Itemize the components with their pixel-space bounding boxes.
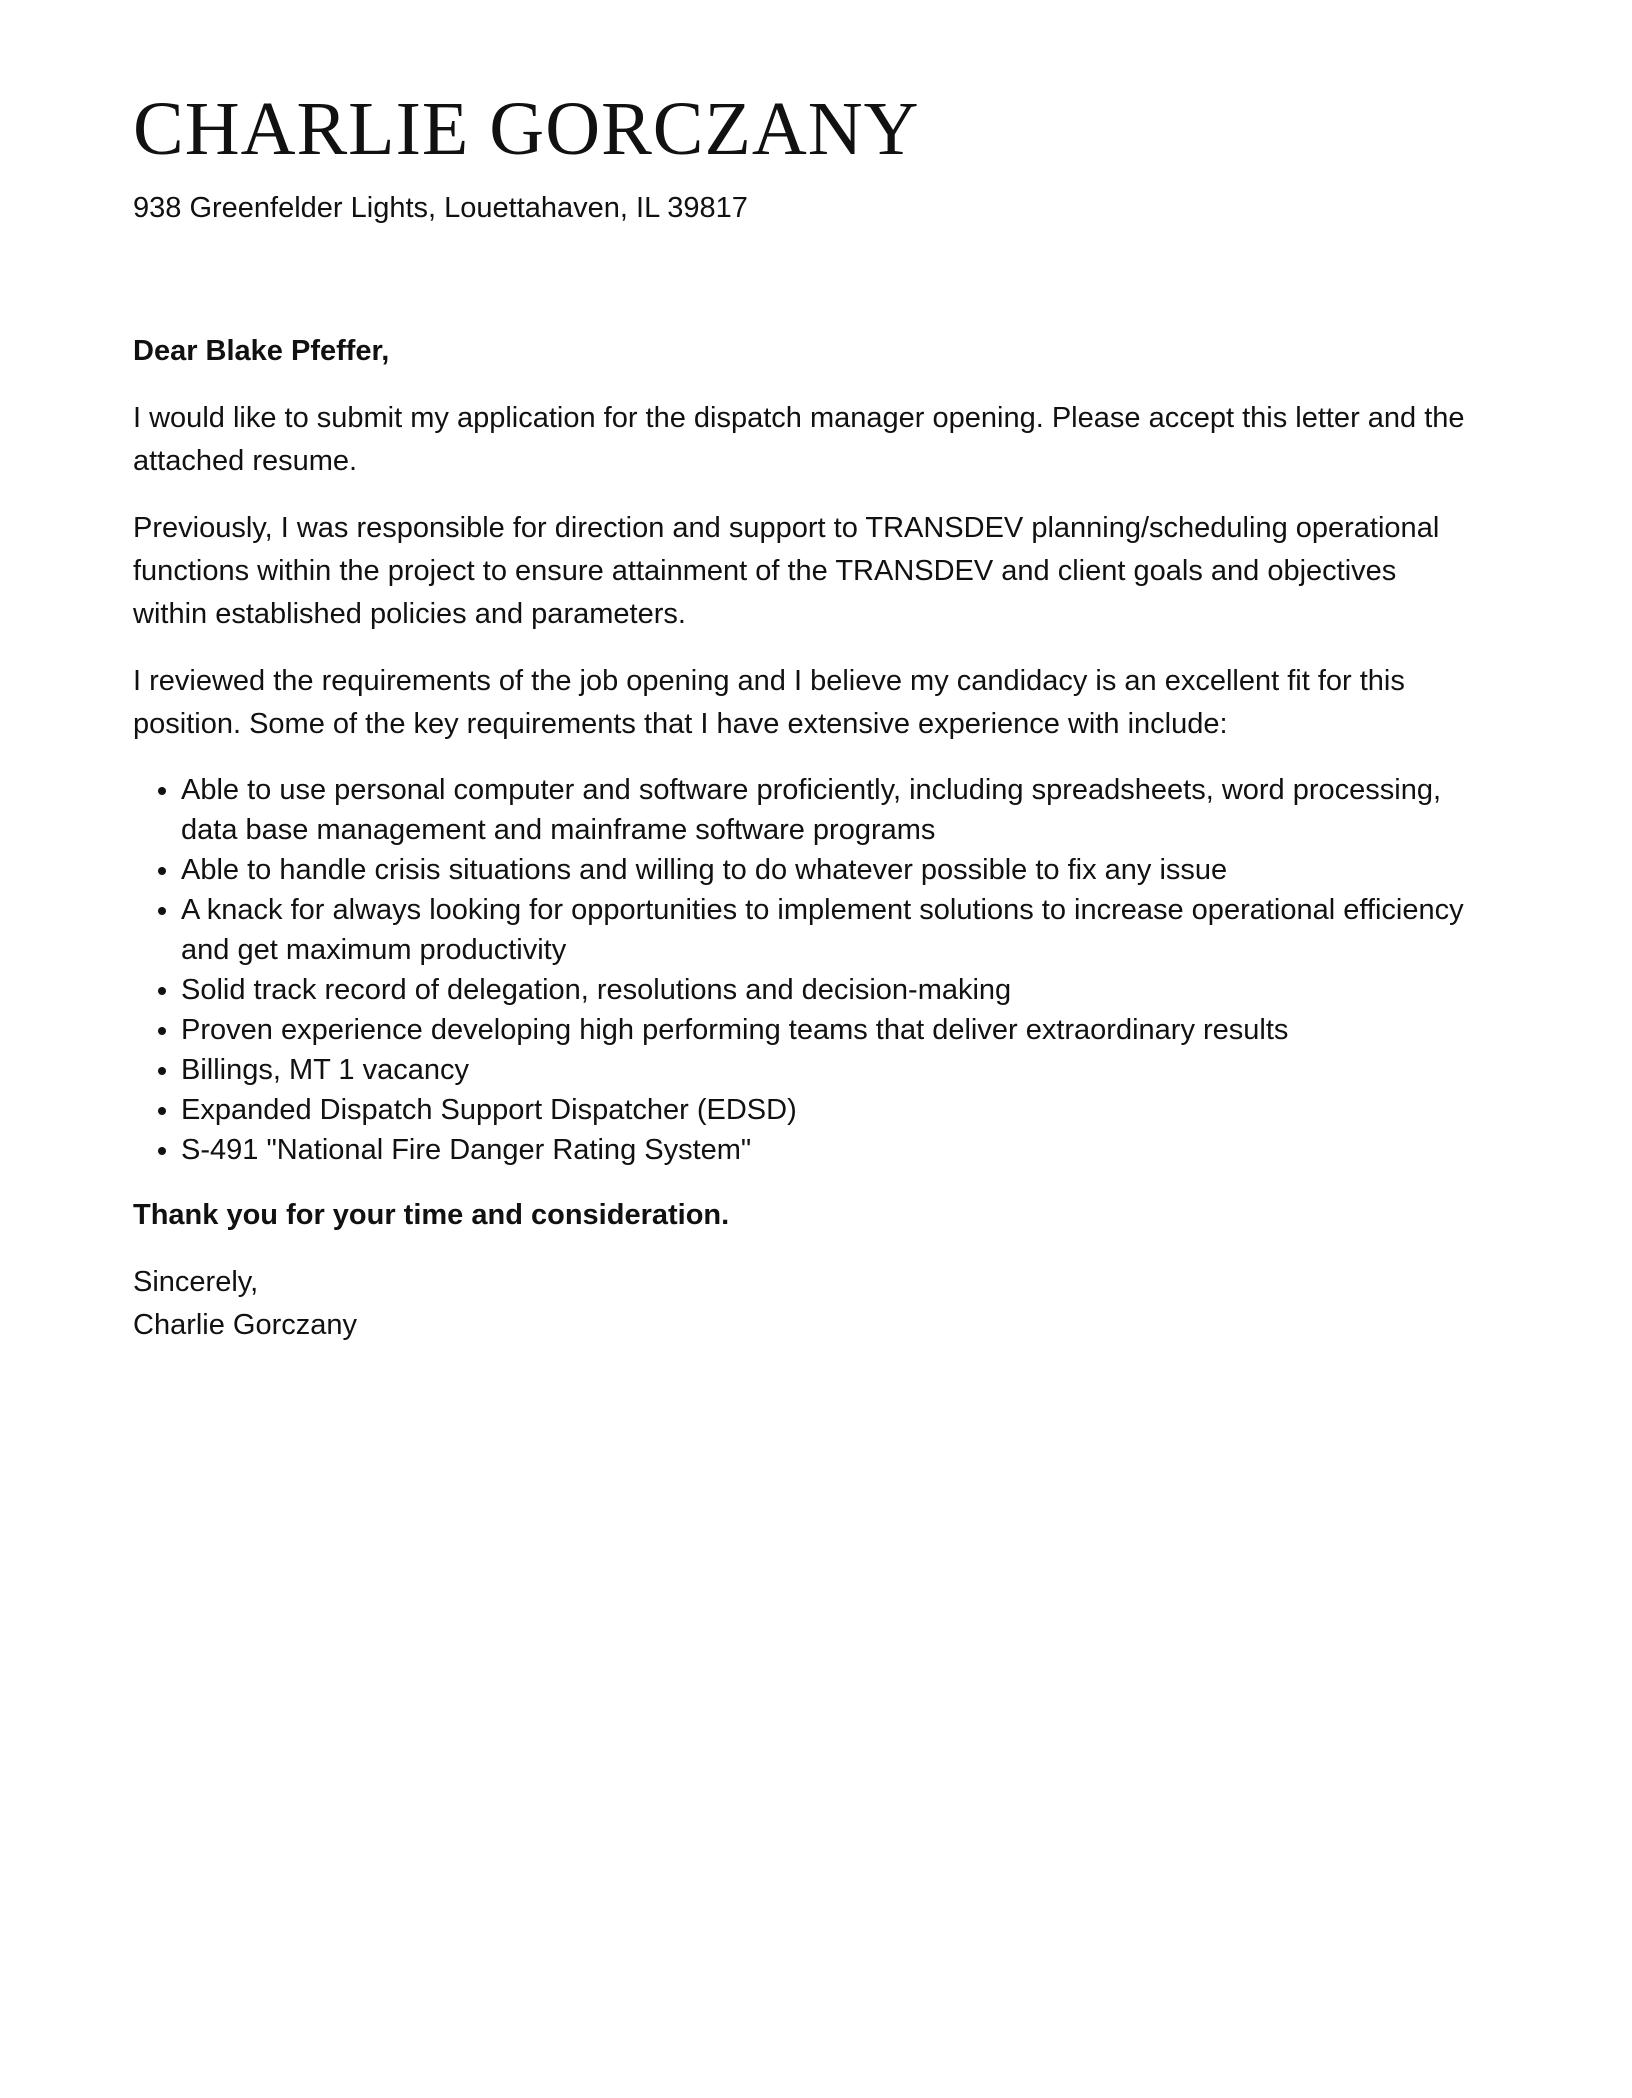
signature: Charlie Gorczany xyxy=(133,1309,358,1341)
letter-body xyxy=(133,330,1473,1347)
list-item: • Able to use personal computer and software proficiently, including spreadsheets, word processing, data base management and mainframe software programs xyxy=(181,770,1473,850)
list-item: • Expanded Dispatch Support Dispatcher (EDSD) xyxy=(181,1090,1473,1130)
paragraph-experience: Previously, I was responsible for direction and support to TRANSDEV planning/scheduling operational functions within the project to ensure attainment of the TRANSDEV and client goals and objectives within established policies and parameters. xyxy=(133,512,1440,630)
paragraph-requirements: I reviewed the requirements of the job opening and I believe my candidacy is an excellent fit for this position. Some of the key requirements that I have extensive experience with include: xyxy=(133,665,1405,740)
applicant-address: 938 Greenfelder Lights, Louettahaven, IL 39817 xyxy=(133,192,748,224)
list-item: • Billings, MT 1 vacancy xyxy=(181,1050,1473,1090)
salutation: Dear Blake Pfeffer, xyxy=(133,335,390,367)
applicant-name: CHARLIE GORCZANY xyxy=(133,87,920,171)
list-item: • Able to handle crisis situations and willing to do whatever possible to fix any issue xyxy=(181,850,1473,890)
list-item: • A knack for always looking for opportunities to implement solutions to increase operational efficiency and get maximum productivity xyxy=(181,890,1473,970)
requirements-list xyxy=(133,770,1473,1170)
paragraph-intro: I would like to submit my application for the dispatch manager opening. Please accept this letter and the attached resume. xyxy=(133,402,1465,477)
signoff: Sincerely, xyxy=(133,1266,259,1298)
list-item: • S-491 "National Fire Danger Rating System" xyxy=(181,1130,1473,1170)
list-item: • Solid track record of delegation, resolutions and decision-making xyxy=(181,970,1473,1010)
list-item: • Proven experience developing high performing teams that deliver extraordinary results xyxy=(181,1010,1473,1050)
closing-line: Thank you for your time and consideration. xyxy=(133,1199,730,1231)
